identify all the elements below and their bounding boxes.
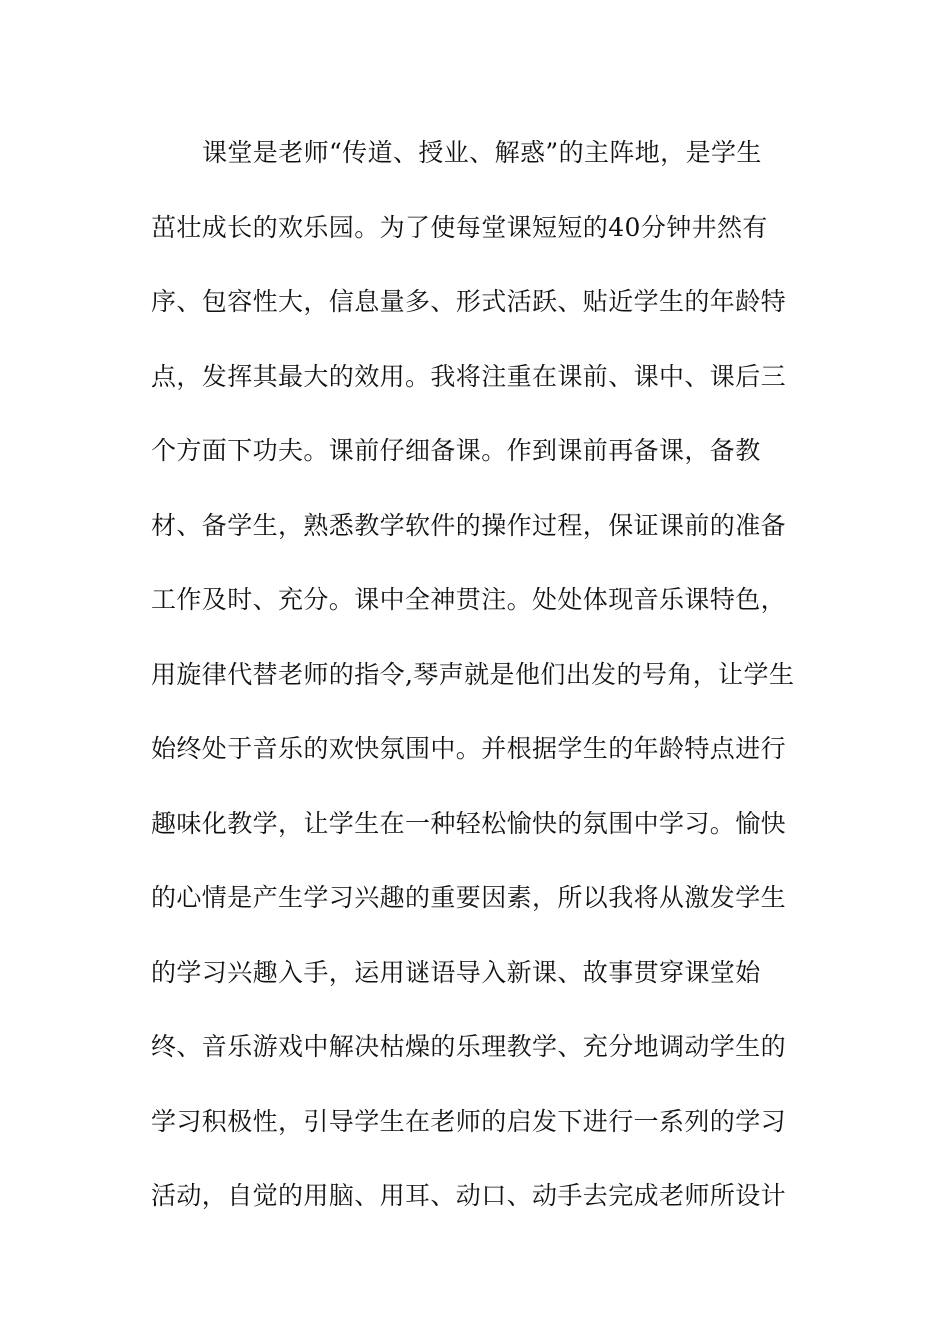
paragraph-line: 终、音乐游戏中解决枯燥的乐理教学、充分地调动学生的 xyxy=(151,1032,787,1061)
paragraph-line: 序、包容性大，信息量多、形式活跃、贴近学生的年龄特 xyxy=(151,287,787,316)
paragraph-line: 课堂是老师“传道、授业、解惑”的主阵地，是学生 xyxy=(202,138,762,167)
paragraph-line: 个方面下功夫。课前仔细备课。作到课前再备课，备教 xyxy=(151,436,761,465)
paragraph-line: 材、备学生，熟悉教学软件的操作过程，保证课前的准备 xyxy=(151,510,787,540)
body-paragraph xyxy=(151,131,811,1249)
paragraph-line: 茁壮成长的欢乐园。为了使每堂课短短的40分钟井然有 xyxy=(151,212,768,242)
paragraph-line: 始终处于音乐的欢快氛围中。并根据学生的年龄特点进行 xyxy=(151,734,787,763)
paragraph-line: 工作及时、充分。课中全神贯注。处处体现音乐课特色， xyxy=(151,585,787,614)
paragraph-line: 的学习兴趣入手，运用谜语导入新课、故事贯穿课堂始 xyxy=(151,957,761,987)
paragraph-line: 趣味化教学，让学生在一种轻松愉快的氛围中学习。愉快 xyxy=(151,808,787,838)
paragraph-line: 活动，自觉的用脑、用耳、动口、动手去完成老师所设计 xyxy=(151,1181,787,1210)
paragraph-line: 学习积极性，引导学生在老师的启发下进行一系列的学习 xyxy=(151,1106,787,1136)
paragraph-line: 的心情是产生学习兴趣的重要因素，所以我将从激发学生 xyxy=(151,883,787,912)
paragraph-line: 点，发挥其最大的效用。我将注重在课前、课中、课后三 xyxy=(151,361,787,391)
paragraph-line: 用旋律代替老师的指令,琴声就是他们出发的号角，让学生 xyxy=(151,659,795,689)
